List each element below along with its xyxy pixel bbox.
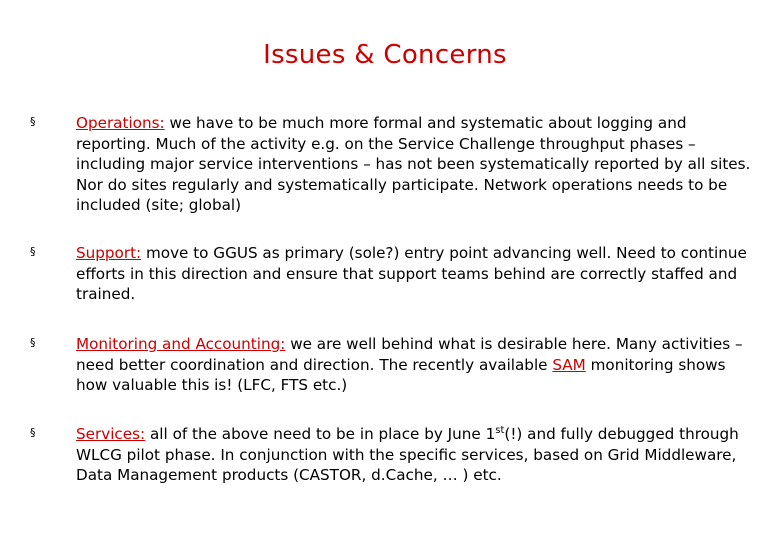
bullet-icon: § — [30, 336, 36, 349]
bullet-icon: § — [30, 115, 36, 128]
bullet-icon: § — [30, 245, 36, 258]
bullet-body: we have to be much more formal and systematic about logging and reporting. Much of the activity e.g. on the Service Challenge throughput phases – including major service interventions – has not been systematically reported by all sites. Nor do sites regularly and systematically participate. Network operations needs to be included (site; global) — [76, 114, 751, 214]
bullet-text — [76, 113, 752, 216]
bullet-body-before: all of the above need to be in place by June 1 — [145, 425, 496, 443]
slide-title: Issues & Concerns — [263, 40, 507, 70]
bullet-keyword: Support: — [76, 244, 142, 262]
bullet-text — [76, 243, 752, 305]
bullet-keyword: Services: — [76, 425, 146, 443]
bullet-body-after: (!) and fully debugged through WLCG pilot phase. In conjunction with the specific services, based on Grid Middleware, Data Management products (CASTOR, d.Cache, … ) etc. — [76, 425, 739, 484]
bullet-text — [76, 334, 752, 396]
bullet-body-after: monitoring shows how valuable this is! (LFC, FTS etc.) — [76, 355, 726, 394]
superscript: st — [495, 424, 505, 436]
bullet-body: move to GGUS as primary (sole?) entry point advancing well. Need to continue efforts in this direction and ensure that support teams behind are correctly staffed and trained. — [76, 244, 747, 303]
bullet-icon: § — [30, 426, 36, 439]
bullet-body-before: we are well behind what is desirable here. Many activities – need better coordination and direction. The recently available — [76, 335, 743, 374]
sam-link[interactable]: SAM — [552, 355, 586, 374]
bullet-text — [76, 424, 752, 486]
bullet-keyword: Operations: — [76, 114, 165, 132]
bullet-keyword: Monitoring and Accounting: — [76, 335, 286, 353]
